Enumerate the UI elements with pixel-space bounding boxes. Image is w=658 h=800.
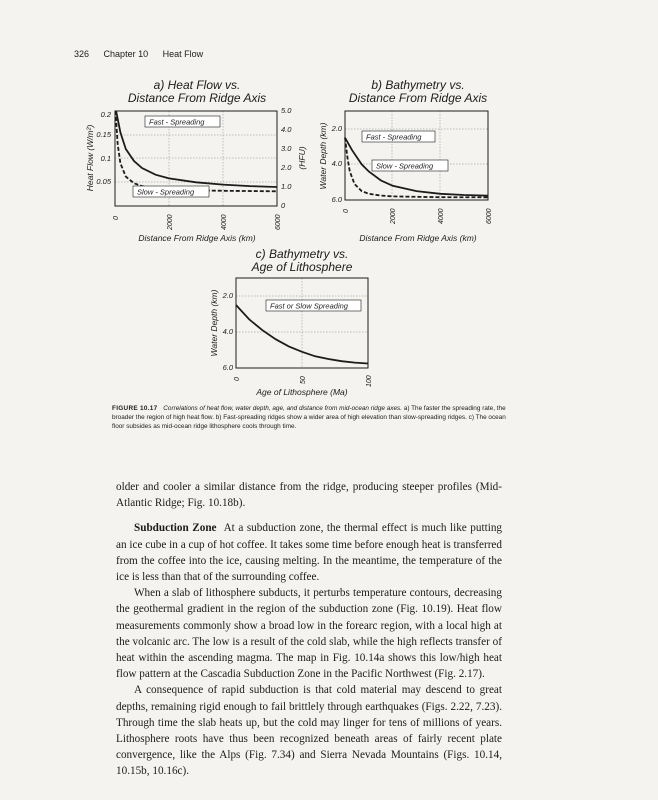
panel-a-slow-label: Slow - Spreading bbox=[137, 187, 195, 197]
body-text bbox=[116, 479, 502, 780]
panel-a-y2tick: 2.0 bbox=[281, 163, 292, 172]
paragraph bbox=[116, 520, 502, 585]
paragraph: When a slab of lithosphere subducts, it perturbs temperature contours, decreasing the geothermal gradient in the region of the subduction zone (Fig. 10.19). Heat flow measurements commonly show a broad low in the forearc region, with a local high at the volcanic arc. The low is a result of the cold slab, while the high reflects transfer of heat within the ascending magma. The map in Fig. 10.14a shows this low/high heat flow pattern at the Cascadia Subduction Zone in the Pacific Northwest (Fig. 2.17). bbox=[116, 587, 502, 681]
panel-b-xlabel: Distance From Ridge Axis (km) bbox=[359, 233, 477, 243]
panel-c-ytick: 6.0 bbox=[222, 363, 233, 372]
panel-a-xtick: 4000 bbox=[221, 214, 228, 230]
panel-a-y2tick: 3.0 bbox=[281, 144, 292, 153]
panel-c-grid bbox=[236, 278, 368, 368]
panel-c-xlabel: Age of Lithosphere (Ma) bbox=[256, 387, 348, 397]
panel-b-ylabel: Water Depth (km) bbox=[318, 122, 328, 190]
panel-c-title-2: Age of Lithosphere bbox=[251, 260, 353, 274]
panel-b-ytick: 6.0 bbox=[331, 195, 342, 204]
panel-c-x-ticks bbox=[234, 375, 373, 387]
panel-c-xtick: 50 bbox=[300, 376, 307, 384]
panel-a-ytick: 0.1 bbox=[100, 154, 111, 163]
panel-b-xtick: 4000 bbox=[438, 208, 445, 224]
page-number: 326 bbox=[74, 49, 90, 59]
panel-a-ytick: 0.05 bbox=[96, 177, 111, 186]
panel-c-curve bbox=[236, 305, 368, 364]
caption-text: a) The faster the spreading rate, the broader the region of high heat flow. b) Fast-spreading ridges show a wider area of high elevation than slow-spreading ridges. c) The ocean floor subsides as mid-ocean ridge lithosphere cools through time. bbox=[112, 405, 506, 430]
panel-b-title-2: Distance From Ridge Axis bbox=[348, 91, 488, 105]
paragraph-text: At a subduction zone, the thermal effect is much like putting an ice cube in a cup of hot coffee. It takes some time before enough heat is transferred from the coffee into the ice, causing melting. In the meantime, the temperature of the ice is less than that of the surrounding coffee. bbox=[116, 522, 503, 584]
panel-a bbox=[85, 78, 307, 243]
caption-title: Correlations of heat flow, water depth, age, and distance from mid-ocean ridge axes. bbox=[163, 405, 403, 412]
panel-b bbox=[318, 78, 493, 243]
panel-c-ytick: 4.0 bbox=[222, 327, 233, 336]
panel-c-y-ticks bbox=[222, 291, 234, 372]
panel-a-y-ticks bbox=[96, 110, 111, 186]
section-run-in-heading: Subduction Zone bbox=[134, 522, 217, 535]
panel-a-y2-ticks bbox=[280, 106, 292, 210]
panel-a-ytick: 0.15 bbox=[96, 130, 111, 139]
panel-a-title-1: a) Heat Flow vs. bbox=[153, 78, 241, 92]
chapter-label: Chapter 10 bbox=[103, 49, 149, 59]
panel-c-ytick: 2.0 bbox=[222, 291, 233, 300]
panel-c-xtick: 0 bbox=[234, 377, 241, 381]
panel-b-frame bbox=[345, 111, 488, 200]
panel-a-y2tick: 4.0 bbox=[281, 125, 292, 134]
panel-b-xtick: 6000 bbox=[486, 208, 493, 224]
panel-c-title-1: c) Bathymetry vs. bbox=[255, 247, 349, 261]
panel-b-xtick: 0 bbox=[343, 209, 350, 213]
paragraph: older and cooler a similar distance from the ridge, producing steeper profiles (Mid-Atlantic Ridge; Fig. 10.18b). bbox=[116, 481, 502, 510]
panel-a-xtick: 6000 bbox=[275, 214, 282, 230]
panel-a-title-2: Distance From Ridge Axis bbox=[127, 91, 267, 105]
panel-b-ytick: 2.0 bbox=[331, 124, 342, 133]
panel-a-xtick: 2000 bbox=[167, 214, 174, 230]
panel-a-ytick: 0.2 bbox=[100, 110, 111, 119]
panel-b-ytick: 4.0 bbox=[331, 159, 342, 168]
panel-c-xtick: 100 bbox=[366, 375, 373, 387]
panel-b-xtick: 2000 bbox=[390, 208, 397, 224]
panel-b-grid bbox=[345, 111, 488, 200]
chapter-title: Heat Flow bbox=[162, 49, 204, 59]
panel-b-title-1: b) Bathymetry vs. bbox=[371, 78, 465, 92]
panel-b-y-ticks bbox=[331, 124, 343, 204]
panel-a-ylabel: Heat Flow (W/m²) bbox=[85, 124, 95, 192]
panel-a-xlabel: Distance From Ridge Axis (km) bbox=[138, 233, 256, 243]
panel-b-slow-label: Slow - Spreading bbox=[376, 161, 434, 171]
caption-label: FIGURE 10.17 bbox=[112, 405, 158, 412]
panel-a-y2tick: 5.0 bbox=[281, 106, 292, 115]
panel-a-ylabel-secondary: (HFU) bbox=[297, 146, 307, 170]
panel-a-xtick: 0 bbox=[113, 216, 120, 220]
panel-c bbox=[209, 247, 373, 397]
panel-c-ylabel: Water Depth (km) bbox=[209, 289, 219, 357]
figure-caption bbox=[112, 404, 512, 431]
panel-c-label: Fast or Slow Spreading bbox=[270, 301, 348, 311]
panel-b-fast-label: Fast - Spreading bbox=[366, 132, 422, 142]
panel-a-x-ticks bbox=[113, 214, 282, 231]
panel-b-x-ticks bbox=[343, 208, 493, 225]
panel-a-fast-label: Fast - Spreading bbox=[149, 117, 205, 127]
panel-a-y2tick: 1.0 bbox=[281, 182, 292, 191]
paragraph: A consequence of rapid subduction is that cold material may descend to great depths, remaining rigid enough to fail brittlely through earthquakes (Figs. 2.22, 7.23). Through time the slab heats up, but the cold may linger for tens of millions of years. Lithosphere roots have thus been recognized beneath areas of fairly recent plate convergence, like the Alps (Fig. 7.34) and Sierra Nevada Mountains (Figs. 10.14, 10.15b, 10.16c). bbox=[116, 684, 502, 778]
panel-a-y2tick: 0 bbox=[281, 201, 286, 210]
